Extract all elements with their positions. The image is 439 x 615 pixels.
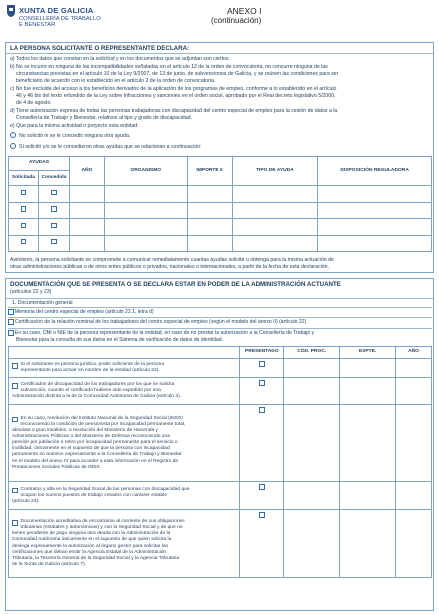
col-cod-proc: CÓD. PROC. [284, 347, 340, 359]
aid-cell[interactable] [187, 219, 232, 235]
commitment-text-2: otras administraciones públicas o de otros entes públicos o privados, nacionales o internacionales, a partir de la fecha de esta declaración. [10, 264, 329, 270]
doc-dni [8, 330, 314, 336]
col-organismo: ORGANISMO [104, 157, 187, 186]
logo-department: CONSELLERÍA DE TRABALLO [19, 16, 101, 22]
doc-dni-label: En su caso, DNI o NIE de la persona representante de la entidad, en caso de no prestar la autorización a la Consellería de Trabajo y [14, 330, 315, 337]
doc-memoria [8, 309, 154, 315]
aid-cell[interactable] [187, 186, 232, 202]
aid-cell[interactable] [187, 235, 232, 251]
inss-checkbox[interactable] [12, 417, 18, 423]
col-ano-doc: AÑO [396, 347, 432, 359]
xunta-logo-icon [6, 5, 16, 17]
aid-cell[interactable] [69, 219, 104, 235]
doc-table-row: Contratos y alta en la Seguridad Social de las personas con discapacidad que ocupan los nuevos puestos de trabajo creados con carácter estable (artículo 23). [9, 482, 432, 510]
presentado-checkbox[interactable] [259, 407, 265, 413]
concedida-checkbox[interactable] [51, 190, 57, 196]
radio-other-aid[interactable] [10, 143, 16, 149]
declaration-c-3: de 4 de agosto. [16, 100, 52, 106]
documentation-subtitle: (artículos 22 y 23) [10, 289, 52, 295]
doc-memoria-label: Memoria del centro especial de empleo (artículo 22.1, letra d) [14, 309, 154, 316]
aid-cell[interactable] [104, 186, 187, 202]
presentado-checkbox[interactable] [259, 512, 265, 518]
documents-table [8, 346, 432, 578]
aid-cell[interactable] [104, 235, 187, 251]
aid-row [9, 235, 432, 251]
aid-cell[interactable] [69, 202, 104, 218]
declaration-d-2: Consellería de Trabajo y Bienestar, relativos al tipo y grado de discapacidad. [16, 115, 192, 121]
aid-cell[interactable] [232, 219, 318, 235]
annex-subtitle: (continuación) [211, 16, 262, 25]
doc-table-row: En su caso, resolución del Instituto Nacional de la Seguridad Social (INSS) reconociendo la condición de pensionista por incapacidad permanente total, absoluta o gran invalidez, o resolución del Ministerio de Hacienda y Administraciones Públicas o del Ministerio de Defensa reconociendo una pensión por jubilación o retiro por incapacidad permanente para el servicio o inutilidad, únicamente en el supuesto de que la persona con incapacidad permanente no autorice expresamente a la Consellería de Trabajo y Bienestar en el modelo del anexo IV para acceder a esta información en el Registro de Prestaciones Sociales Públicas de INSS. [9, 405, 432, 482]
doc-certificacion-label: Certificación de la relación nominal de los trabajadores del centro especial de empleo (según el modelo del anexo II) (artículo 22). [14, 319, 308, 326]
radio-no-aid-label: No solicitó ni se le concedió ninguna otra ayuda. [19, 133, 131, 139]
logo-department-2: E BENESTAR [19, 22, 56, 28]
aid-cell[interactable] [318, 202, 432, 218]
aid-row [9, 186, 432, 202]
declaration-c-2: 46 y 46 bis del texto refundido de la Ley sobre Infracciones y sanciones en el orden social, aprobado por el Real decreto legislativo 5/2000, [16, 93, 336, 99]
col-disposicion: DISPOSICIÓN REGULADORA [318, 157, 432, 186]
aid-cell[interactable] [232, 186, 318, 202]
solicitada-checkbox[interactable] [21, 206, 27, 212]
presentado-checkbox[interactable] [259, 484, 265, 490]
doc-table-row: Certificados de discapacidad de los trabajadores por los que se solicita subvención, cuando el certificado hubiese sido expedido por una Administración distinta a la de la Comunidad Autónoma de Galicia (artículo 3). [9, 378, 432, 405]
doc-table-row: Si el solicitante es persona jurídica, poder suficiente de la persona representante para actuar en nombre de la entidad (artículo 22). [9, 359, 432, 378]
page-header [6, 5, 436, 39]
doc-certificacion [8, 319, 308, 325]
aid-cell[interactable] [232, 202, 318, 218]
radio-other-aid-label: Sí solicitó y/o se le concedieron otras ayudas que se relacionan a continuación: [19, 144, 202, 150]
tributarias-checkbox[interactable] [12, 520, 18, 526]
col-ano: AÑO [69, 157, 104, 186]
presentado-checkbox[interactable] [259, 380, 265, 386]
radio-no-aid[interactable] [10, 132, 16, 138]
col-ayudas: AYUDAS [9, 157, 70, 171]
col-presentado: PRESENTADO [240, 347, 284, 359]
col-solicitada: Solicitada [9, 171, 39, 186]
commitment-text: Asimismo, la persona solicitante se compromete a comunicar inmediatamente cuantas ayudas solicite u obtenga para la misma actuación de [10, 257, 334, 263]
solicitada-checkbox[interactable] [21, 223, 27, 229]
declaration-d: d) Tiene autorización expresa de todas las personas trabajadoras con discapacidad del centro especial de empleo para la cesión de datos a la [10, 108, 338, 114]
annex-title: ANEXO I [227, 6, 262, 16]
presentado-checkbox[interactable] [259, 361, 265, 367]
doc-table-row: Documentación acreditativa de encontrarse al corriente de sus obligaciones tributarias (estatales y autonómicas) y con la Seguridad Social y de que no tienen pendiente de pago ninguna otra deuda con la Administración de la Comunidad Autónoma únicamente en el supuesto de que quien solicita la deniega expresamente la autorización al órgano gestor para solicitar las certificaciones que deban emitir la Agencia Estatal de la Administración Tributaria, la Tesorería General de la Seguridad Social y la Agencia Tributaria de la Xunta de Galicia (artículo 7). [9, 510, 432, 578]
aid-cell[interactable] [318, 219, 432, 235]
discapacidad-checkbox[interactable] [12, 383, 18, 389]
declaration-title: LA PERSONA SOLICITANTE O REPRESENTANTE DECLARA: [10, 45, 190, 52]
aid-row [9, 202, 432, 218]
general-docs-heading: 1. Documentación general [12, 300, 73, 306]
declaration-e: e) Que para la misma actividad o proyecto esta entidad: [10, 123, 139, 129]
col-importe: IMPORTE € [187, 157, 232, 186]
doc-dni-2: Bienestar para la consulta de sus datos en el Sistema de verificación de datos de identidad. [16, 337, 223, 343]
aid-cell[interactable] [104, 219, 187, 235]
concedida-checkbox[interactable] [51, 206, 57, 212]
documentation-title: DOCUMENTACIÓN QUE SE PRESENTA O SE DECLARA ESTAR EN PODER DE LA ADMINISTRACIÓN ACTUANTE [10, 281, 341, 288]
declaration-b: b) No se incurre en ninguna de las incompatibilidades señaladas en el artículo 12 de la orden de convocatoria, no concurre ninguna de las [10, 64, 328, 70]
solicitada-checkbox[interactable] [21, 239, 27, 245]
memoria-checkbox[interactable] [8, 309, 14, 315]
aid-row [9, 219, 432, 235]
declaration-a: a) Todos los datos que constan en la solicitud y en los documentos que se adjuntan son ciertos. [10, 56, 230, 62]
solicitada-checkbox[interactable] [21, 190, 27, 196]
poder-checkbox[interactable] [12, 363, 18, 369]
aid-cell[interactable] [318, 235, 432, 251]
col-expte: EXPTE. [340, 347, 396, 359]
declaration-b-2: circunstancias previstas en el artículo 10 de la Ley 9/2007, de 13 de junio, de subvenciones de Galicia, y se reúnen las condiciones para ser [16, 71, 339, 77]
concedida-checkbox[interactable] [51, 223, 57, 229]
aid-cell[interactable] [69, 186, 104, 202]
col-tipo: TIPO DE AYUDA [232, 157, 318, 186]
concedida-checkbox[interactable] [51, 239, 57, 245]
aid-table [8, 156, 432, 252]
declaration-b-3: beneficiario de acuerdo con lo establecido en el artículo 2 de la orden de convocatoria. [16, 78, 216, 84]
aid-cell[interactable] [69, 235, 104, 251]
aid-cell[interactable] [232, 235, 318, 251]
col-concedida: Concedida [38, 171, 69, 186]
logo-title: XUNTA DE GALICIA [19, 6, 94, 15]
certificacion-checkbox[interactable] [8, 319, 14, 325]
dni-checkbox[interactable] [8, 330, 14, 336]
aid-cell[interactable] [318, 186, 432, 202]
aid-cell[interactable] [187, 202, 232, 218]
declaration-c: c) No fue excluida del acceso a los beneficios derivados de la aplicación de los programas de empleo, conforme a lo establecido en el artículo [10, 86, 337, 92]
aid-cell[interactable] [104, 202, 187, 218]
contratos-checkbox[interactable] [12, 488, 18, 494]
